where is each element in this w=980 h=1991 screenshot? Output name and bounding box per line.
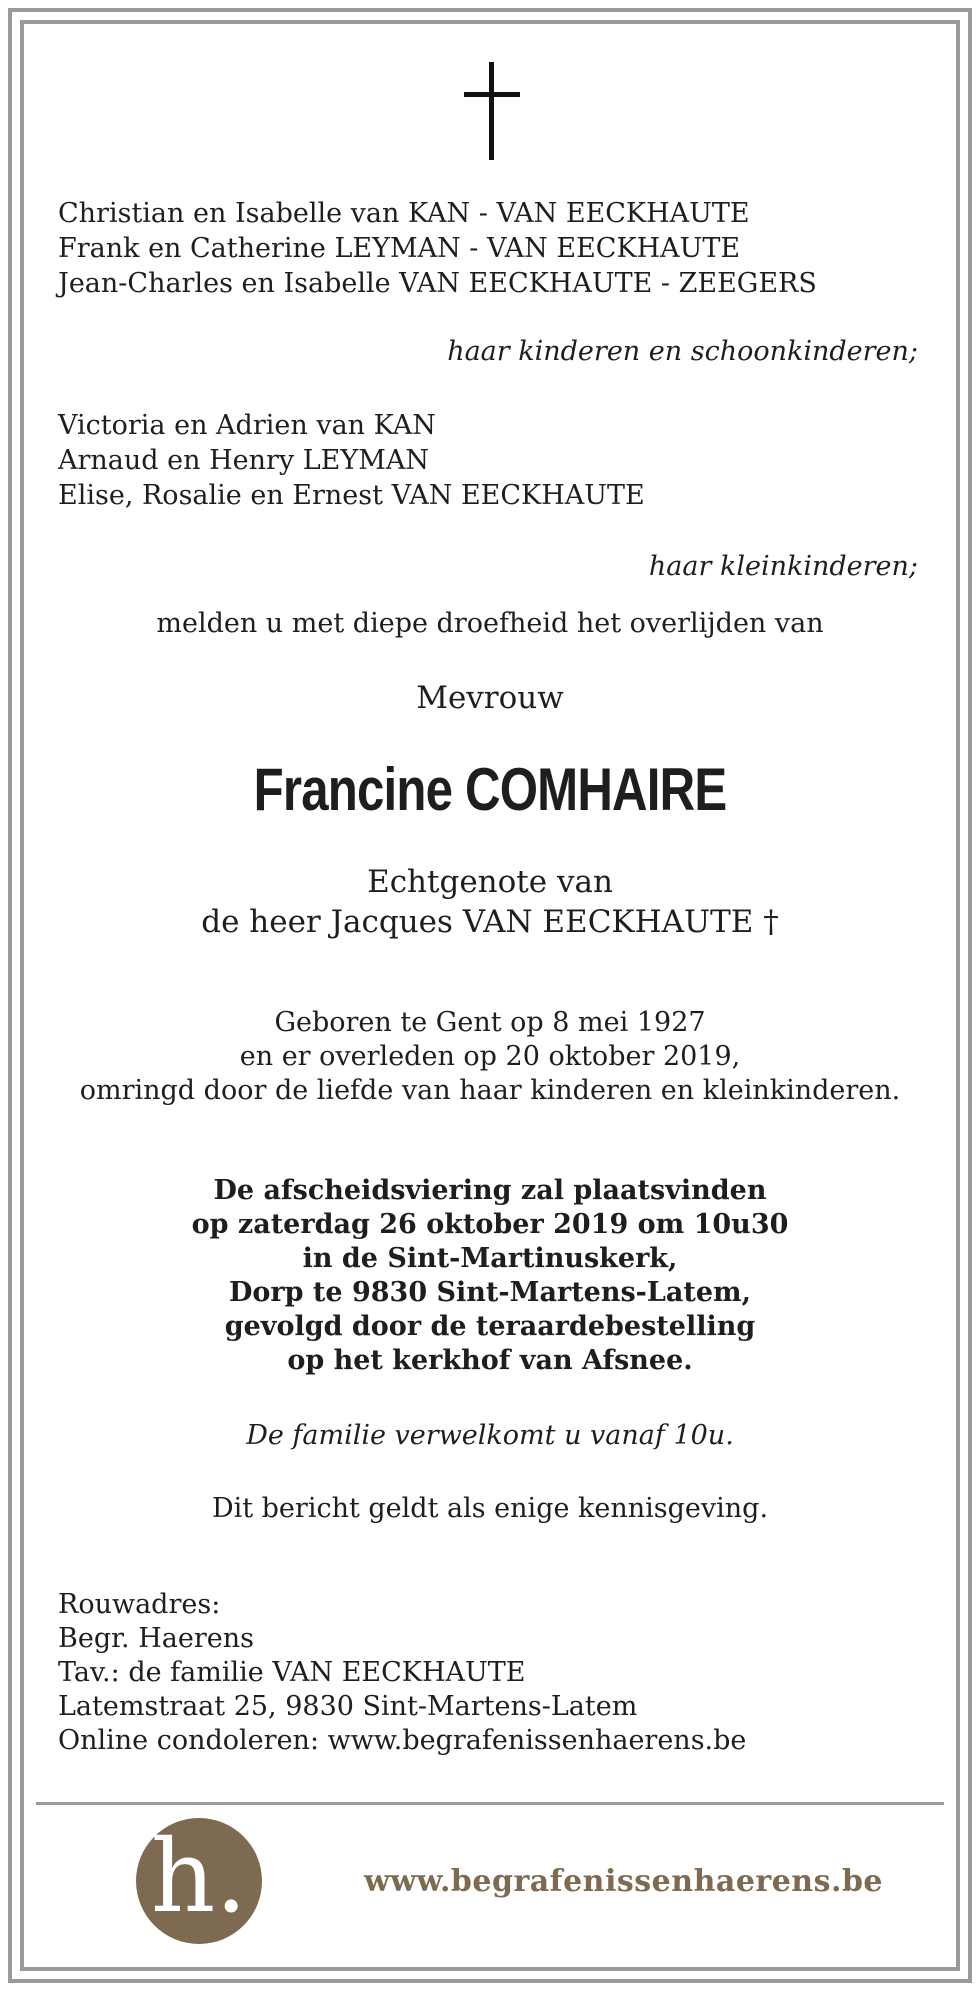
text-line: in de Sint-Martinuskerk, <box>302 1243 678 1274</box>
address-line: Online condoleren: www.begrafenissenhaerens.be <box>58 1725 747 1756</box>
notice: Dit bericht geldt als enige kennisgeving. <box>211 1493 769 1524</box>
list-item: Elise, Rosalie en Ernest VAN EECKHAUTE <box>58 480 645 511</box>
grandchildren-list <box>58 408 645 513</box>
text-line: omringd door de liefde van haar kinderen en kleinkinderen. <box>79 1075 901 1106</box>
ceremony-block <box>40 1174 940 1378</box>
text-line: op het kerkhof van Afsnee. <box>287 1345 693 1376</box>
announcement: melden u met diepe droefheid het overlijden van <box>156 608 824 639</box>
list-item: Victoria en Adrien van KAN <box>58 410 436 441</box>
grandchildren-role: haar kleinkinderen; <box>648 551 918 582</box>
website-link[interactable]: www.begrafenissenhaerens.be <box>364 1864 884 1899</box>
text-line: en er overleden op 20 oktober 2019, <box>239 1041 741 1072</box>
list-item: Jean-Charles en Isabelle VAN EECKHAUTE - ZEEGERS <box>58 268 817 299</box>
spouse-block <box>40 862 940 942</box>
list-item: Frank en Catherine LEYMAN - VAN EECKHAUTE <box>58 233 741 264</box>
divider <box>36 1802 944 1805</box>
children-role: haar kinderen en schoonkinderen; <box>447 336 918 367</box>
list-item: Arnaud en Henry LEYMAN <box>58 445 429 476</box>
deceased-name: Francine COMHAIRE <box>253 756 727 823</box>
text-line: De afscheidsviering zal plaatsvinden <box>213 1175 767 1206</box>
salutation: Mevrouw <box>416 680 564 716</box>
address-line: Begr. Haerens <box>58 1623 254 1654</box>
cross-icon <box>464 62 520 162</box>
address-line: Rouwadres: <box>58 1589 221 1620</box>
address-line: Latemstraat 25, 9830 Sint-Martens-Latem <box>58 1691 638 1722</box>
welcome-note: De familie verwelkomt u vanaf 10u. <box>246 1420 734 1451</box>
address-block <box>58 1588 746 1758</box>
list-item: Christian en Isabelle van KAN - VAN EECKHAUTE <box>58 198 750 229</box>
spouse-line: Echtgenote van <box>367 864 613 900</box>
children-list <box>58 196 817 301</box>
text-line: op zaterdag 26 oktober 2019 om 10u30 <box>191 1209 789 1240</box>
text-line: Dorp te 9830 Sint-Martens-Latem, <box>229 1277 751 1308</box>
text-line: Geboren te Gent op 8 mei 1927 <box>274 1007 706 1038</box>
address-line: Tav.: de familie VAN EECKHAUTE <box>58 1657 526 1688</box>
spouse-line: de heer Jacques VAN EECKHAUTE † <box>201 904 779 940</box>
logo: h. <box>136 1818 262 1944</box>
text-line: gevolgd door de teraardebestelling <box>224 1311 756 1342</box>
birth-death-block <box>40 1006 940 1108</box>
